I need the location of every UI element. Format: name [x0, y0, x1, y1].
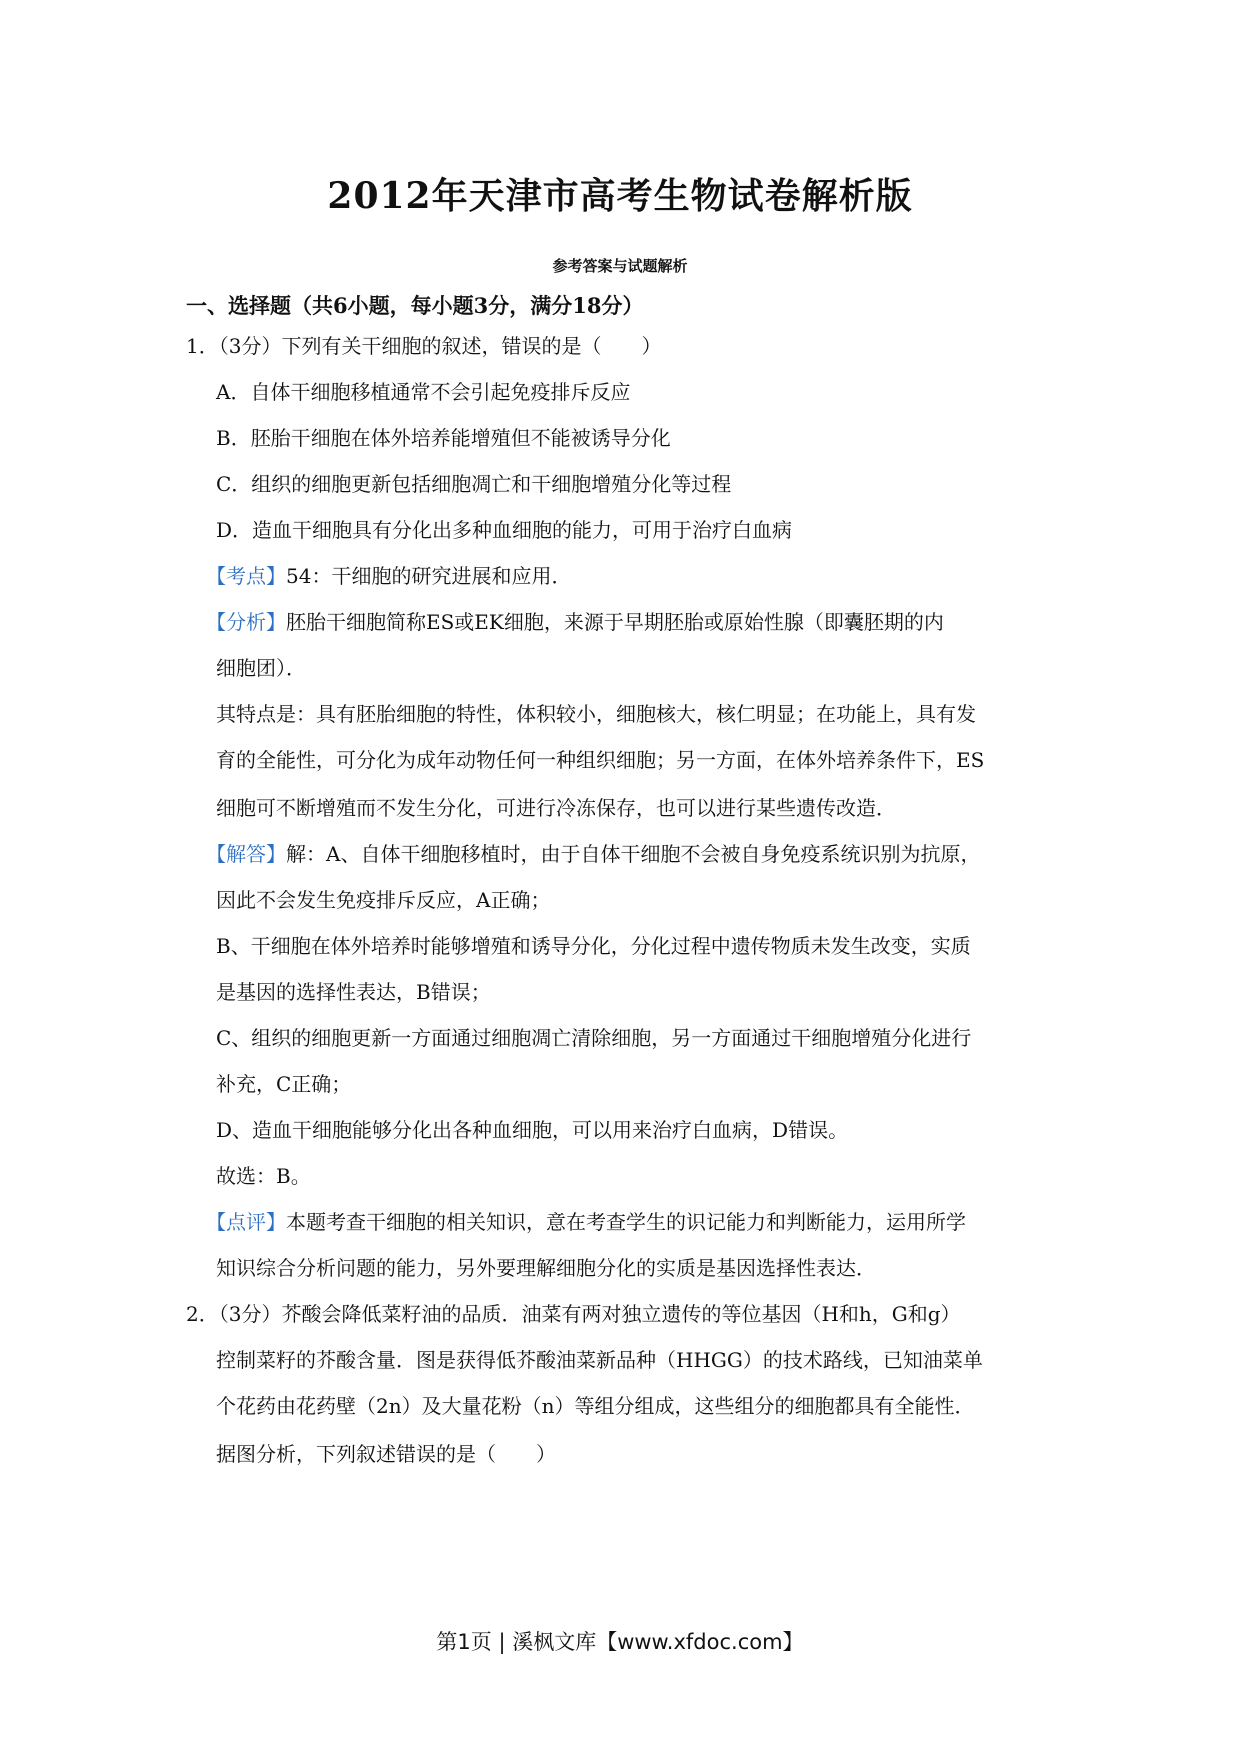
q1-dianping — [206, 1208, 966, 1236]
jieda-text-6: 补充，C正确； — [216, 1072, 352, 1096]
dianping-tag: 【点评】 — [206, 1210, 286, 1234]
jieda-text-1: 解：A、自体干细胞移植时，由于自体干细胞不会被自身免疫系统识别为抗原， — [286, 842, 981, 866]
q1-option-c: C．组织的细胞更新包括细胞凋亡和干细胞增殖分化等过程 — [216, 472, 732, 496]
fenxi-text-2: 细胞团）． — [216, 656, 306, 680]
jieda-text-3: B、干细胞在体外培养时能够增殖和诱导分化，分化过程中遗传物质未发生改变，实质 — [216, 934, 971, 958]
q1-option-a: A．自体干细胞移植通常不会引起免疫排斥反应 — [216, 380, 631, 404]
page-subtitle: 参考答案与试题解析 — [552, 257, 688, 275]
q1-option-d: D．造血干细胞具有分化出多种血细胞的能力，可用于治疗白血病 — [216, 518, 793, 542]
jieda-text-5: C、组织的细胞更新一方面通过细胞凋亡清除细胞，另一方面通过干细胞增殖分化进行 — [216, 1026, 972, 1050]
page-footer: 第1页 | 溪枫文库【www.xfdoc.com】 — [436, 1630, 804, 1654]
page-title: 2012年天津市高考生物试卷解析版 — [327, 175, 913, 217]
q2-text-1: 2．（3分）芥酸会降低菜籽油的品质．油菜有两对独立遗传的等位基因（H和h，G和g） — [186, 1302, 961, 1326]
fenxi-text-5: 细胞可不断增殖而不发生分化，可进行冷冻保存，也可以进行某些遗传改造． — [216, 796, 896, 820]
q1-jieda — [206, 840, 980, 868]
q2-text-3: 个花药由花药壁（2n）及大量花粉（n）等组分组成，这些组分的细胞都具有全能性． — [216, 1394, 975, 1418]
jieda-text-7: D、造血干细胞能够分化出各种血细胞，可以用来治疗白血病，D错误。 — [216, 1118, 849, 1142]
q2-text-2: 控制菜籽的芥酸含量．图是获得低芥酸油菜新品种（HHGG）的技术路线，已知油菜单 — [216, 1348, 983, 1372]
q2-text-4: 据图分析，下列叙述错误的是（ ） — [216, 1442, 556, 1466]
section-heading: 一、选择题（共6小题，每小题3分，满分18分） — [186, 293, 644, 318]
fenxi-text-1: 胚胎干细胞简称ES或EK细胞，来源于早期胚胎或原始性腺（即囊胚期的内 — [286, 610, 944, 634]
q1-option-b: B．胚胎干细胞在体外培养能增殖但不能被诱导分化 — [216, 426, 671, 450]
fenxi-text-4: 育的全能性，可分化为成年动物任何一种组织细胞；另一方面，在体外培养条件下，ES — [216, 748, 985, 772]
dianping-text-1: 本题考查干细胞的相关知识，意在考查学生的识记能力和判断能力，运用所学 — [286, 1210, 966, 1234]
jieda-text-2: 因此不会发生免疫排斥反应，A正确； — [216, 888, 551, 912]
jieda-text-4: 是基因的选择性表达，B错误； — [216, 980, 491, 1004]
q1-stem: 1．（3分）下列有关干细胞的叙述，错误的是（ ） — [186, 334, 662, 358]
jieda-tag: 【解答】 — [206, 842, 286, 866]
dianping-text-2: 知识综合分析问题的能力，另外要理解细胞分化的实质是基因选择性表达． — [216, 1256, 876, 1280]
kaodian-text: 54：干细胞的研究进展和应用． — [286, 564, 572, 588]
fenxi-text-3: 其特点是：具有胚胎细胞的特性，体积较小，细胞核大，核仁明显；在功能上，具有发 — [216, 702, 976, 726]
kaodian-tag: 【考点】 — [206, 564, 286, 588]
q1-fenxi — [206, 608, 944, 636]
fenxi-tag: 【分析】 — [206, 610, 286, 634]
q1-kaodian — [206, 562, 571, 590]
jieda-text-8: 故选：B。 — [216, 1164, 311, 1188]
